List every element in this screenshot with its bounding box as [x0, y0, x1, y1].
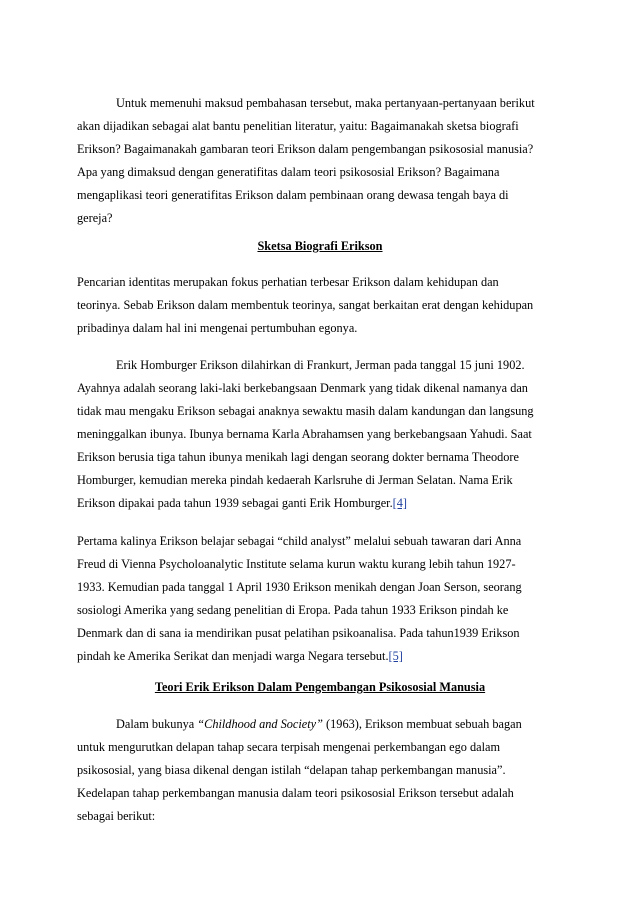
text-line [77, 645, 563, 668]
career-paragraph [77, 530, 563, 668]
text-line: untuk mengurutkan delapan tahap secara terpisah mengenai perkembangan ego dalam [77, 740, 501, 754]
text-line: Pencarian identitas merupakan fokus perhatian terbesar Erikson dalam kehidupan dan [77, 275, 499, 289]
text-line [77, 713, 563, 736]
text-line: 1933. Kemudian pada tanggal 1 April 1930 Erikson menikah dengan Joan Serson, seorang [77, 580, 522, 594]
text-line: akan dijadikan sebagai alat bantu penelitian literatur, yaitu: Bagaimanakah sketsa biografi [77, 119, 519, 133]
text-line: Erikson? Bagaimanakah gambaran teori Erikson dalam pengembangan psikososial manusia? [77, 142, 534, 156]
text-line: psikososial, yang biasa dikenal dengan istilah “delapan tahap perkembangan manusia”. [77, 763, 506, 777]
book-title: “Childhood and Society” [197, 717, 323, 731]
footnote-link-4[interactable]: [4] [392, 496, 408, 510]
text-line: Erikson berusia tiga tahun ibunya menikah lagi dengan seorang dokter bernama Theodore [77, 450, 519, 464]
text-line: Denmark dan di sana ia mendirikan pusat pelatihan psikoanalisa. Pada tahun1939 Erikson [77, 626, 520, 640]
footnote-link-5[interactable]: [5] [388, 649, 403, 663]
text-line: pribadinya dalam hal ini mengenai pertumbuhan egonya. [77, 321, 358, 335]
section-heading-teori: Teori Erik Erikson Dalam Pengembangan Psikososial Manusia [154, 680, 486, 694]
text-line: sebagai berikut: [77, 809, 156, 823]
text-line [77, 492, 563, 515]
text-line: Homburger, kemudian mereka pindah kedaerah Karlsruhe di Jerman Selatan. Nama Erik [77, 473, 513, 487]
section-heading-biografi: Sketsa Biografi Erikson [257, 239, 383, 253]
text-segment: pindah ke Amerika Serikat dan menjadi warga Negara tersebut. [77, 649, 389, 663]
text-line: gereja? [77, 211, 113, 225]
intro-paragraph [77, 92, 563, 230]
theory-paragraph [77, 713, 563, 828]
text-line: sosiologi Amerika yang sedang penelitian di Eropa. Pada tahun 1933 Erikson pindah ke [77, 603, 509, 617]
text-line: meninggalkan ibunya. Ibunya bernama Karla Abrahamsen yang berkebangsaan Yahudi. Saat [77, 427, 532, 441]
text-line: Freud di Vienna Psycholoanalytic Institute selama kurun waktu kurang lebih tahun 1927- [77, 557, 516, 571]
identity-paragraph [77, 271, 563, 340]
text-line: Ayahnya adalah seorang laki-laki berkebangsaan Denmark yang tidak dikenal namanya dan [77, 381, 528, 395]
birth-paragraph [77, 354, 563, 515]
text-line: tidak mau mengaku Erikson sebagai anaknya sewaktu masih dalam kandungan dan langsung [77, 404, 534, 418]
text-line: Erik Homburger Erikson dilahirkan di Frankurt, Jerman pada tanggal 15 juni 1902. [116, 358, 525, 372]
text-line: mengaplikasi teori generatifitas Erikson dalam pembinaan orang dewasa tengah baya di [77, 188, 509, 202]
text-segment: (1963), Erikson membuat sebuah bagan [322, 717, 522, 731]
text-segment: Erikson dipakai pada tahun 1939 sebagai ganti Erik Homburger. [77, 496, 393, 510]
text-line: Pertama kalinya Erikson belajar sebagai “child analyst” melalui sebuah tawaran dari Anna [77, 534, 522, 548]
text-line: Kedelapan tahap perkembangan manusia dalam teori psikososial Erikson tersebut adalah [77, 786, 514, 800]
text-line: Untuk memenuhi maksud pembahasan tersebut, maka pertanyaan-pertanyaan berikut [116, 96, 535, 110]
text-segment: Dalam bukunya [116, 717, 198, 731]
text-line: teorinya. Sebab Erikson dalam membentuk teorinya, sangat berkaitan erat dengan kehidupan [77, 298, 534, 312]
text-line: Apa yang dimaksud dengan generatifitas dalam teori psikososial Erikson? Bagaimana [77, 165, 500, 179]
